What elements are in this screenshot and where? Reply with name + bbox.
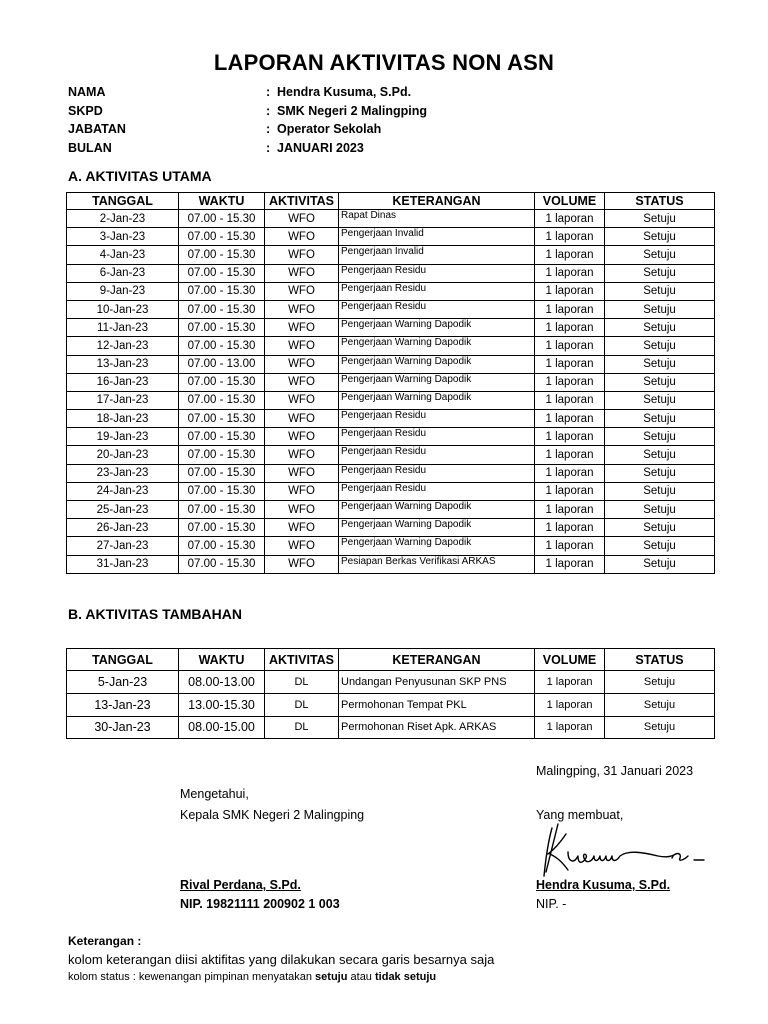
cell-waktu: 07.00 - 15.30 xyxy=(179,264,265,282)
table-row xyxy=(67,428,715,446)
cell-aktivitas: WFO xyxy=(265,337,339,355)
col-header: AKTIVITAS xyxy=(265,193,339,210)
cell-keterangan: Pengerjaan Invalid xyxy=(339,246,535,264)
cell-keterangan: Pengerjaan Residu xyxy=(339,264,535,282)
cell-aktivitas: WFO xyxy=(265,210,339,228)
cell-aktivitas: WFO xyxy=(265,464,339,482)
cell-status: Setuju xyxy=(605,319,715,337)
cell-tanggal: 10-Jan-23 xyxy=(67,300,179,318)
info-row-bulan xyxy=(68,141,427,160)
cell-aktivitas: WFO xyxy=(265,264,339,282)
cell-keterangan: Pengerjaan Invalid xyxy=(339,228,535,246)
cell-aktivitas: WFO xyxy=(265,501,339,519)
cell-volume: 1 laporan xyxy=(535,693,605,716)
cell-keterangan: Pengerjaan Warning Dapodik xyxy=(339,355,535,373)
cell-status: Setuju xyxy=(605,519,715,537)
table-row xyxy=(67,210,715,228)
cell-volume: 1 laporan xyxy=(535,501,605,519)
cell-aktivitas: WFO xyxy=(265,537,339,555)
cell-volume: 1 laporan xyxy=(535,555,605,573)
cell-keterangan: Pengerjaan Residu xyxy=(339,282,535,300)
cell-keterangan: Permohonan Riset Apk. ARKAS xyxy=(339,716,535,739)
cell-keterangan: Pesiapan Berkas Verifikasi ARKAS xyxy=(339,555,535,573)
cell-aktivitas: WFO xyxy=(265,555,339,573)
info-label: JABATAN xyxy=(68,122,126,136)
cell-keterangan: Undangan Penyusunan SKP PNS xyxy=(339,671,535,694)
notes-line-2-prefix: kolom status : kewenangan pimpinan menyatakan xyxy=(68,971,312,983)
cell-volume: 1 laporan xyxy=(535,337,605,355)
notes-atau: atau xyxy=(350,971,372,983)
cell-status: Setuju xyxy=(605,300,715,318)
cell-waktu: 07.00 - 15.30 xyxy=(179,501,265,519)
cell-keterangan: Pengerjaan Residu xyxy=(339,300,535,318)
cell-aktivitas: WFO xyxy=(265,282,339,300)
cell-volume: 1 laporan xyxy=(535,537,605,555)
cell-status: Setuju xyxy=(605,537,715,555)
info-block xyxy=(68,85,427,159)
col-header: WAKTU xyxy=(179,649,265,671)
cell-waktu: 08.00-13.00 xyxy=(179,671,265,694)
table-row xyxy=(67,501,715,519)
col-header: AKTIVITAS xyxy=(265,649,339,671)
cell-tanggal: 3-Jan-23 xyxy=(67,228,179,246)
table-row xyxy=(67,555,715,573)
cell-keterangan: Pengerjaan Warning Dapodik xyxy=(339,519,535,537)
info-value: Hendra Kusuma, S.Pd. xyxy=(277,85,412,99)
approver-nip: NIP. 19821111 200902 1 003 xyxy=(180,897,340,911)
report-title: LAPORAN AKTIVITAS NON ASN xyxy=(213,50,555,75)
cell-aktivitas: WFO xyxy=(265,300,339,318)
cell-tanggal: 23-Jan-23 xyxy=(67,464,179,482)
cell-status: Setuju xyxy=(605,337,715,355)
maker-name: Hendra Kusuma, S.Pd. xyxy=(536,878,671,892)
cell-status: Setuju xyxy=(605,264,715,282)
cell-aktivitas: WFO xyxy=(265,410,339,428)
cell-keterangan: Pengerjaan Warning Dapodik xyxy=(339,391,535,409)
info-row-skpd xyxy=(68,104,427,123)
info-sep: : xyxy=(266,85,271,99)
cell-volume: 1 laporan xyxy=(535,373,605,391)
approver-greeting: Mengetahui, xyxy=(180,787,249,801)
cell-aktivitas: WFO xyxy=(265,519,339,537)
cell-status: Setuju xyxy=(605,282,715,300)
cell-waktu: 07.00 - 15.30 xyxy=(179,519,265,537)
cell-aktivitas: DL xyxy=(265,693,339,716)
cell-keterangan: Pengerjaan Warning Dapodik xyxy=(339,501,535,519)
col-header: KETERANGAN xyxy=(339,193,535,210)
cell-keterangan: Permohonan Tempat PKL xyxy=(339,693,535,716)
cell-waktu: 07.00 - 15.30 xyxy=(179,464,265,482)
table-row xyxy=(67,519,715,537)
info-label: NAMA xyxy=(68,85,106,99)
cell-keterangan: Pengerjaan Residu xyxy=(339,410,535,428)
cell-keterangan: Pengerjaan Residu xyxy=(339,446,535,464)
table-row xyxy=(67,246,715,264)
cell-keterangan: Rapat Dinas xyxy=(339,210,535,228)
cell-aktivitas: DL xyxy=(265,716,339,739)
cell-tanggal: 27-Jan-23 xyxy=(67,537,179,555)
cell-status: Setuju xyxy=(605,446,715,464)
cell-volume: 1 laporan xyxy=(535,446,605,464)
cell-status: Setuju xyxy=(605,428,715,446)
cell-tanggal: 11-Jan-23 xyxy=(67,319,179,337)
info-value: Operator Sekolah xyxy=(277,122,382,136)
info-row-jabatan xyxy=(68,122,427,141)
cell-status: Setuju xyxy=(605,246,715,264)
cell-tanggal: 2-Jan-23 xyxy=(67,210,179,228)
cell-waktu: 07.00 - 15.30 xyxy=(179,446,265,464)
main-activity-table xyxy=(66,192,715,574)
cell-waktu: 07.00 - 15.30 xyxy=(179,246,265,264)
table-row xyxy=(67,391,715,409)
cell-keterangan: Pengerjaan Residu xyxy=(339,464,535,482)
table-row xyxy=(67,264,715,282)
table-row xyxy=(67,716,715,739)
cell-tanggal: 26-Jan-23 xyxy=(67,519,179,537)
cell-keterangan: Pengerjaan Warning Dapodik xyxy=(339,337,535,355)
col-header: WAKTU xyxy=(179,193,265,210)
cell-tanggal: 30-Jan-23 xyxy=(67,716,179,739)
cell-status: Setuju xyxy=(605,464,715,482)
table-row xyxy=(67,337,715,355)
table-row xyxy=(67,446,715,464)
cell-volume: 1 laporan xyxy=(535,410,605,428)
maker-greeting: Yang membuat, xyxy=(536,808,624,822)
cell-volume: 1 laporan xyxy=(535,319,605,337)
cell-aktivitas: WFO xyxy=(265,428,339,446)
cell-tanggal: 12-Jan-23 xyxy=(67,337,179,355)
cell-status: Setuju xyxy=(605,391,715,409)
cell-volume: 1 laporan xyxy=(535,482,605,500)
cell-waktu: 07.00 - 15.30 xyxy=(179,482,265,500)
cell-waktu: 07.00 - 13.00 xyxy=(179,355,265,373)
cell-status: Setuju xyxy=(605,210,715,228)
table-row xyxy=(67,464,715,482)
cell-waktu: 07.00 - 15.30 xyxy=(179,410,265,428)
cell-waktu: 07.00 - 15.30 xyxy=(179,282,265,300)
maker-nip: NIP. - xyxy=(536,897,567,911)
cell-waktu: 07.00 - 15.30 xyxy=(179,537,265,555)
table-row xyxy=(67,282,715,300)
cell-waktu: 07.00 - 15.30 xyxy=(179,391,265,409)
notes-line-1: kolom keterangan diisi aktifitas yang dilakukan secara garis besarnya saja xyxy=(68,952,495,967)
cell-waktu: 07.00 - 15.30 xyxy=(179,428,265,446)
col-header: STATUS xyxy=(605,193,715,210)
cell-tanggal: 6-Jan-23 xyxy=(67,264,179,282)
approver-name: Rival Perdana, S.Pd. xyxy=(180,878,301,892)
approver-position: Kepala SMK Negeri 2 Malingping xyxy=(180,808,365,822)
cell-keterangan: Pengerjaan Warning Dapodik xyxy=(339,319,535,337)
col-header: TANGGAL xyxy=(67,193,179,210)
cell-status: Setuju xyxy=(605,671,715,694)
cell-aktivitas: WFO xyxy=(265,482,339,500)
cell-aktivitas: WFO xyxy=(265,373,339,391)
col-header: STATUS xyxy=(605,649,715,671)
table-row xyxy=(67,693,715,716)
info-value: JANUARI 2023 xyxy=(277,140,364,155)
cell-volume: 1 laporan xyxy=(535,246,605,264)
cell-waktu: 07.00 - 15.30 xyxy=(179,300,265,318)
cell-status: Setuju xyxy=(605,501,715,519)
cell-waktu: 07.00 - 15.30 xyxy=(179,373,265,391)
table-row xyxy=(67,300,715,318)
cell-status: Setuju xyxy=(605,482,715,500)
cell-status: Setuju xyxy=(605,716,715,739)
cell-waktu: 07.00 - 15.30 xyxy=(179,337,265,355)
cell-aktivitas: WFO xyxy=(265,228,339,246)
col-header: TANGGAL xyxy=(67,649,179,671)
cell-tanggal: 4-Jan-23 xyxy=(67,246,179,264)
table-row xyxy=(67,671,715,694)
cell-status: Setuju xyxy=(605,555,715,573)
cell-volume: 1 laporan xyxy=(535,716,605,739)
cell-volume: 1 laporan xyxy=(535,264,605,282)
cell-waktu: 13.00-15.30 xyxy=(179,693,265,716)
table-row xyxy=(67,410,715,428)
cell-volume: 1 laporan xyxy=(535,355,605,373)
cell-keterangan: Pengerjaan Warning Dapodik xyxy=(339,373,535,391)
info-sep: : xyxy=(266,122,271,136)
cell-status: Setuju xyxy=(605,355,715,373)
cell-tanggal: 24-Jan-23 xyxy=(67,482,179,500)
cell-volume: 1 laporan xyxy=(535,464,605,482)
cell-keterangan: Pengerjaan Warning Dapodik xyxy=(339,537,535,555)
cell-keterangan: Pengerjaan Residu xyxy=(339,482,535,500)
cell-status: Setuju xyxy=(605,693,715,716)
col-header: VOLUME xyxy=(535,193,605,210)
cell-aktivitas: WFO xyxy=(265,246,339,264)
table-row xyxy=(67,228,715,246)
cell-aktivitas: DL xyxy=(265,671,339,694)
cell-waktu: 07.00 - 15.30 xyxy=(179,319,265,337)
table-row xyxy=(67,373,715,391)
info-sep: : xyxy=(266,103,271,118)
cell-tanggal: 20-Jan-23 xyxy=(67,446,179,464)
table-row xyxy=(67,355,715,373)
cell-tanggal: 13-Jan-23 xyxy=(67,355,179,373)
cell-volume: 1 laporan xyxy=(535,300,605,318)
cell-waktu: 07.00 - 15.30 xyxy=(179,555,265,573)
cell-aktivitas: WFO xyxy=(265,391,339,409)
cell-volume: 1 laporan xyxy=(535,228,605,246)
extra-activity-table xyxy=(66,648,715,739)
cell-tanggal: 25-Jan-23 xyxy=(67,501,179,519)
cell-waktu: 08.00-15.00 xyxy=(179,716,265,739)
section-a-title: A. AKTIVITAS UTAMA xyxy=(68,168,212,184)
section-b-title: B. AKTIVITAS TAMBAHAN xyxy=(68,606,242,622)
cell-waktu: 07.00 - 15.30 xyxy=(179,210,265,228)
handwritten-signature xyxy=(538,822,718,882)
col-header: KETERANGAN xyxy=(339,649,535,671)
cell-tanggal: 19-Jan-23 xyxy=(67,428,179,446)
table-row xyxy=(67,319,715,337)
cell-tanggal: 16-Jan-23 xyxy=(67,373,179,391)
cell-tanggal: 13-Jan-23 xyxy=(67,693,179,716)
cell-aktivitas: WFO xyxy=(265,446,339,464)
cell-keterangan: Pengerjaan Residu xyxy=(339,428,535,446)
cell-volume: 1 laporan xyxy=(535,671,605,694)
table-header-row xyxy=(67,649,715,671)
notes-tidak-setuju: tidak setuju xyxy=(375,971,437,983)
table-row xyxy=(67,482,715,500)
table-row xyxy=(67,537,715,555)
cell-tanggal: 18-Jan-23 xyxy=(67,410,179,428)
cell-volume: 1 laporan xyxy=(535,519,605,537)
cell-aktivitas: WFO xyxy=(265,355,339,373)
cell-tanggal: 31-Jan-23 xyxy=(67,555,179,573)
cell-volume: 1 laporan xyxy=(535,391,605,409)
main-table-body xyxy=(67,210,715,574)
notes-setuju: setuju xyxy=(315,971,348,983)
info-row-nama xyxy=(68,85,427,104)
cell-status: Setuju xyxy=(605,228,715,246)
info-label: SKPD xyxy=(68,103,103,118)
cell-status: Setuju xyxy=(605,373,715,391)
cell-tanggal: 9-Jan-23 xyxy=(67,282,179,300)
notes-heading: Keterangan : xyxy=(68,934,142,948)
info-label: BULAN xyxy=(68,140,112,155)
col-header: VOLUME xyxy=(535,649,605,671)
place-date: Malingping, 31 Januari 2023 xyxy=(536,764,694,778)
info-value: SMK Negeri 2 Malingping xyxy=(277,103,428,118)
notes-line-2 xyxy=(68,971,436,983)
cell-aktivitas: WFO xyxy=(265,319,339,337)
info-sep: : xyxy=(266,140,271,155)
cell-tanggal: 5-Jan-23 xyxy=(67,671,179,694)
extra-table-body xyxy=(67,671,715,739)
cell-volume: 1 laporan xyxy=(535,210,605,228)
table-header-row xyxy=(67,193,715,210)
cell-volume: 1 laporan xyxy=(535,282,605,300)
cell-status: Setuju xyxy=(605,410,715,428)
cell-volume: 1 laporan xyxy=(535,428,605,446)
cell-waktu: 07.00 - 15.30 xyxy=(179,228,265,246)
cell-tanggal: 17-Jan-23 xyxy=(67,391,179,409)
